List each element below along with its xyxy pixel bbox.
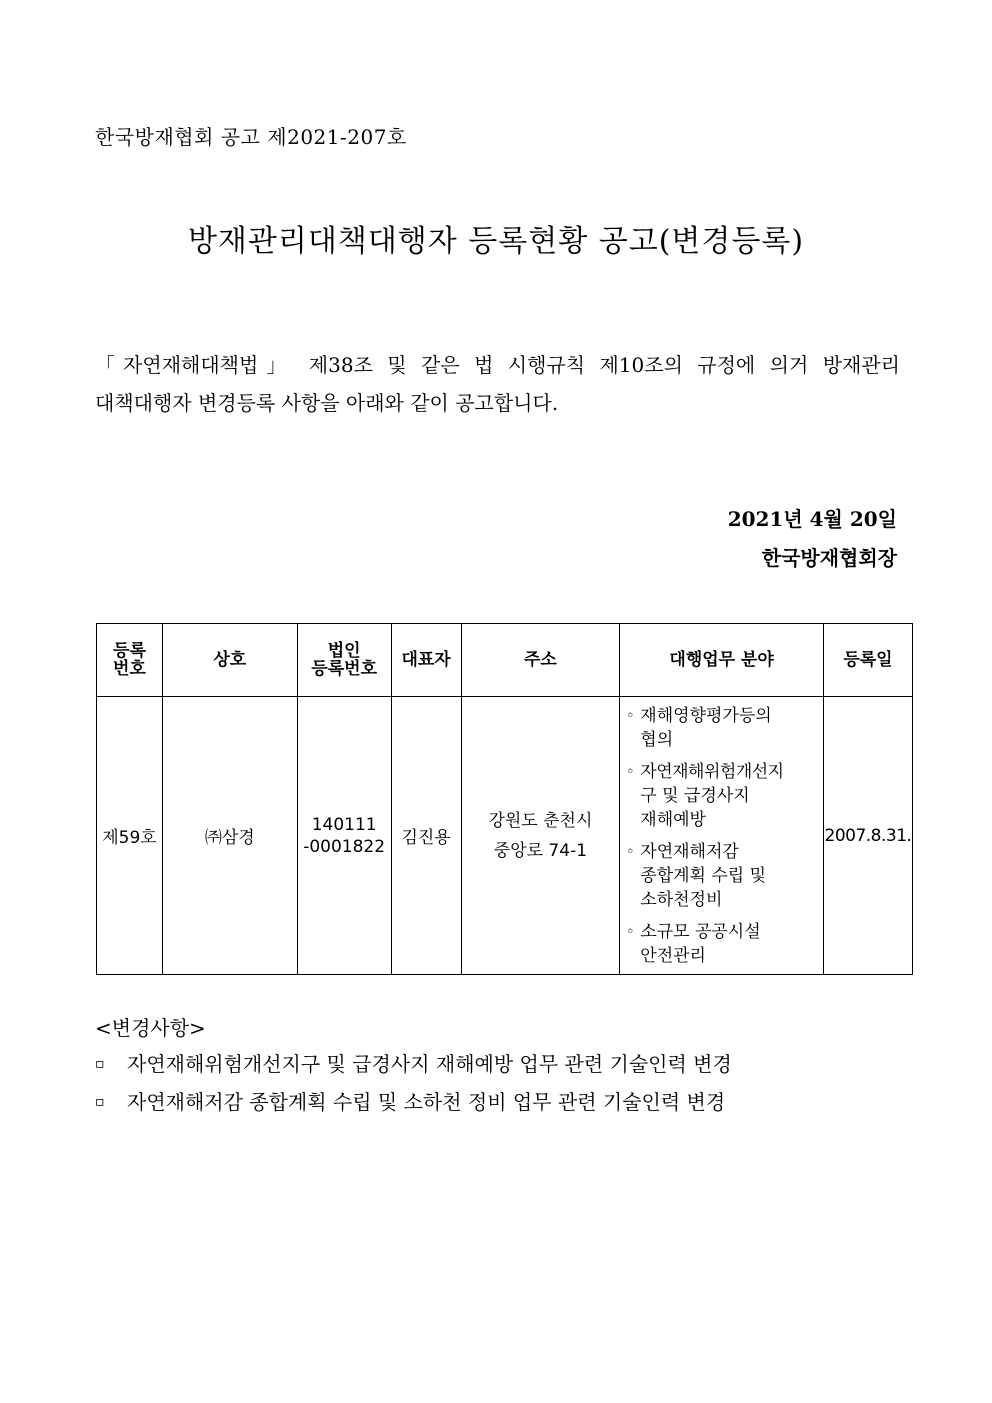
header-reg-no-line1: 등록 [113, 641, 146, 661]
header-reg-no-line2: 번호 [113, 659, 146, 679]
cell-reg-date: 2007.8.31. [823, 697, 912, 975]
header-corp-no [297, 624, 391, 697]
body-line-1: 「자연재해대책법」 제38조 및 같은 법 시행규칙 제10조의 규정에 의거 방재관리 [95, 353, 900, 377]
header-reg-date: 등록일 [823, 624, 912, 697]
header-reg-no [97, 624, 163, 697]
duty-bullet: ◦ [626, 923, 635, 940]
change-text: 자연재해저감 종합계획 수립 및 소하천 정비 업무 관련 기술인력 변경 [127, 1090, 726, 1114]
header-duties: 대행업무 분야 [620, 624, 824, 697]
square-bullet-icon: ▫ [95, 1056, 105, 1072]
registry-table [96, 623, 913, 975]
duty-item [626, 840, 823, 912]
duty-bullet: ◦ [626, 707, 635, 724]
signer-name: 한국방재협회장 [761, 546, 897, 570]
notice-date: 2021년 4월 20일 [727, 507, 897, 531]
duty-item [626, 704, 823, 752]
duty-line: 소하천정비 [640, 889, 723, 910]
duty-line: 협의 [640, 729, 674, 750]
cell-duties [620, 697, 824, 975]
change-item [95, 1083, 732, 1121]
cell-corp-no [297, 697, 391, 975]
duty-line: 자연재해위험개선지 [640, 761, 784, 782]
table-row [97, 697, 913, 975]
header-corp-no-line2: 등록번호 [311, 659, 377, 679]
duty-item [626, 760, 823, 832]
duty-item [626, 920, 823, 968]
address-line2: 중앙로 74-1 [493, 840, 588, 861]
changes-list [95, 1045, 732, 1121]
duty-line: 소규모 공공시설 [640, 921, 761, 942]
header-company: 상호 [162, 624, 297, 697]
duty-bullet: ◦ [626, 843, 635, 860]
document-title: 방재관리대책대행자 등록현황 공고(변경등록) [187, 224, 805, 259]
header-representative: 대표자 [391, 624, 461, 697]
header-address: 주소 [461, 624, 620, 697]
corp-no-line1: 140111 [311, 814, 377, 835]
notice-number: 한국방재협회 공고 제2021-207호 [95, 125, 407, 149]
header-corp-no-line1: 법인 [327, 641, 361, 661]
cell-address [461, 697, 620, 975]
duty-line: 재해영향평가등의 [640, 705, 772, 726]
table-header-row [97, 624, 913, 697]
cell-reg-no: 제59호 [97, 697, 163, 975]
change-text: 자연재해위험개선지구 및 급경사지 재해예방 업무 관련 기술인력 변경 [127, 1052, 732, 1076]
duty-line: 재해예방 [640, 809, 706, 830]
duty-line: 안전관리 [640, 945, 706, 966]
duty-line: 종합계획 수립 및 [640, 865, 767, 886]
duty-bullet: ◦ [626, 763, 635, 780]
corp-no-line2: -0001822 [303, 836, 386, 857]
body-paragraph [95, 346, 900, 422]
changes-heading: <변경사항> [95, 1016, 206, 1040]
duties-list [620, 700, 823, 972]
square-bullet-icon: ▫ [95, 1094, 105, 1110]
duty-line: 구 및 급경사지 [640, 785, 750, 806]
cell-company: ㈜삼경 [162, 697, 297, 975]
body-line-2: 대책대행자 변경등록 사항을 아래와 같이 공고합니다. [95, 391, 559, 415]
change-item [95, 1045, 732, 1083]
duty-line: 자연재해저감 [640, 841, 739, 862]
address-line1: 강원도 춘천시 [488, 810, 593, 831]
cell-representative: 김진용 [391, 697, 461, 975]
